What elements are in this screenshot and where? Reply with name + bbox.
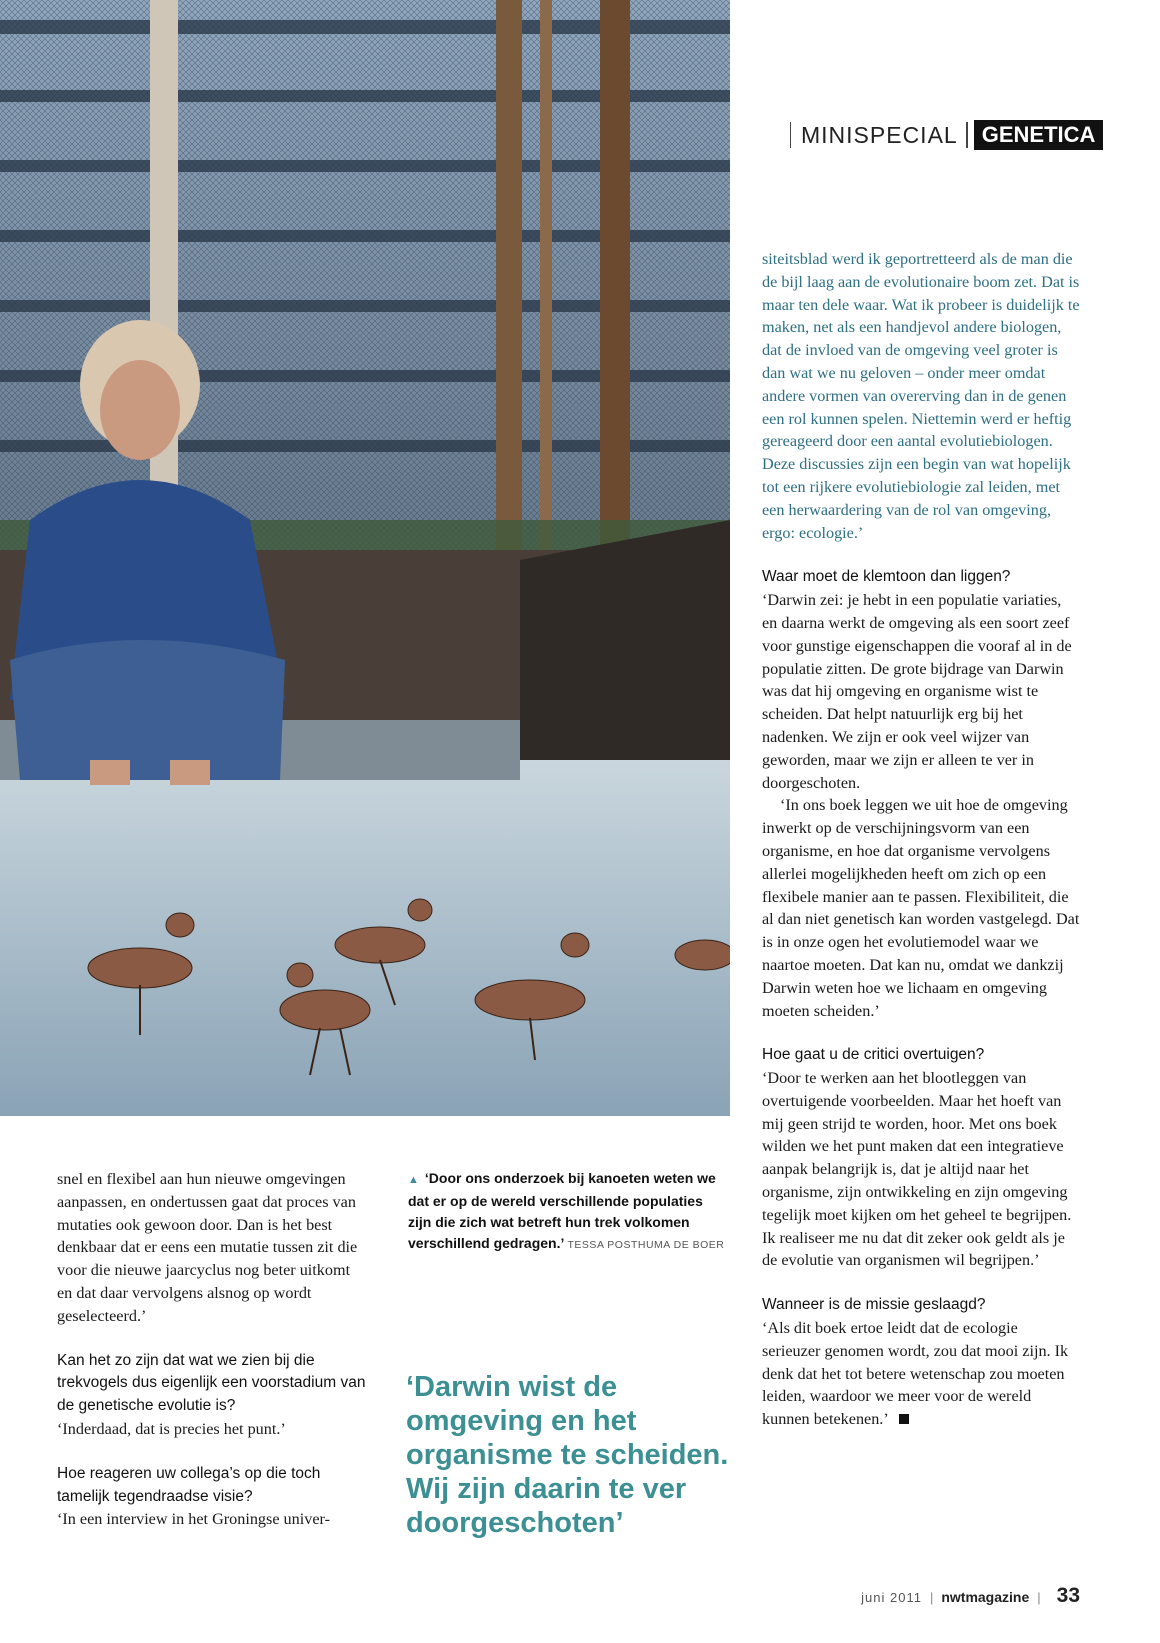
right-column bbox=[762, 248, 1080, 1431]
answer-text bbox=[762, 1317, 1080, 1431]
question-heading: Hoe reageren uw collega’s op die toch tamelijk tegendraadse visie? bbox=[57, 1464, 321, 1505]
question-heading: Wanneer is de missie geslaagd? bbox=[762, 1296, 986, 1314]
answer-text: ‘Inderdaad, dat is precies het punt.’ bbox=[57, 1419, 286, 1438]
final-answer: ‘Als dit boek ertoe leidt dat de ecologie serieuzer genomen wordt, zou dat mooi zijn. Ik denk dat het tot betere wetenschap zou moeten leiden, waardoor we meer voor de wereld kunnen betekenen.’ bbox=[762, 1319, 1069, 1429]
page-number: 33 bbox=[1056, 1584, 1080, 1607]
footer-separator: | bbox=[1037, 1590, 1041, 1605]
pull-quote: ‘Darwin wist de omgeving en het organisme te scheiden. Wij zijn daarin te ver doorgeschoten’ bbox=[406, 1371, 729, 1539]
caption-text: ‘Door ons onderzoek bij kanoeten weten we dat er op de wereld verschillende populaties zijn die zich wat betreft hun trek volkomen verschillend gedragen.’ bbox=[408, 1170, 716, 1251]
portrait-photo-icon bbox=[0, 0, 730, 1116]
section-label: MINISPECIAL bbox=[790, 122, 968, 148]
triangle-up-icon: ▲ bbox=[408, 1174, 419, 1186]
photo-caption bbox=[408, 1168, 728, 1256]
answer-text: ‘Door te werken aan het blootleggen van overtuigende voorbeelden. Maar het hoeft van mij geen strijd te worden, hoor. Met ons boek wilden we het punt maken dat een integratieve aanpak belangrijk is, dat je altijd naar het organisme, zijn ontwikkeling en zijn omgeving tegelijk moet kijken om het geheel te begrijpen. Ik realiseer me nu dat dit zeker ook geldt als je de evolutie van organismen wil begrijpen.’ bbox=[762, 1069, 1072, 1270]
question-heading: Waar moet de klemtoon dan liggen? bbox=[762, 568, 1011, 586]
issue-date: juni 2011 bbox=[861, 1590, 922, 1605]
footer-separator: | bbox=[929, 1590, 934, 1605]
question-heading: Hoe gaat u de critici overtuigen? bbox=[762, 1046, 985, 1064]
left-paragraph: snel en flexibel aan hun nieuwe omgevingen aanpassen, en ondertussen gaat dat proces van mutaties ook gewoon door. Dan is het best denkbaar dat er eens een mutatie tussen zit die voor die nieuwe jaarcyclus nog beter uitkomt en dat daar vervolgens alsnog op wordt geselecteerd.’ bbox=[57, 1170, 358, 1325]
page-footer bbox=[861, 1584, 1080, 1608]
article-photo bbox=[0, 0, 730, 1116]
section-tag bbox=[790, 120, 1103, 150]
question-heading: Kan het zo zijn dat wat we zien bij die trekvogels dus eigenlijk een voorstadium van de genetische evolutie is? bbox=[57, 1351, 366, 1415]
answer-text: ‘In ons boek leggen we uit hoe de omgeving inwerkt op de verschijningsvorm van een organisme, en hoe dat organisme vervolgens allerlei mogelijkheden heeft om zich op een flexibele manier aan te passen. Flexibiliteit, die al dan niet genetisch kan worden vastgelegd. Dat is in onze ogen het evolutiemodel waar we naartoe moeten. Dat kan nu, omdat we dankzij Darwin weten hoe we lichaam en omgeving moeten scheiden.’ bbox=[762, 796, 1080, 1020]
end-mark-icon bbox=[899, 1414, 909, 1424]
photo-credit: TESSA POSTHUMA DE BOER bbox=[567, 1239, 725, 1251]
topic-label: GENETICA bbox=[974, 120, 1104, 150]
left-column bbox=[57, 1168, 367, 1531]
answer-text: ‘In een interview in het Groningse univer- bbox=[57, 1510, 330, 1529]
continued-text: siteitsblad werd ik geportretteerd als de man die de bijl laag aan de evolutionaire boom zet. Dat is maar ten dele waar. Wat ik probeer is duidelijk te maken, net als een handjevol andere biologen, dat de invloed van de omgeving veel groter is dan wat we nu geloven – onder meer omdat andere vormen van overerving dan in de genen een rol kunnen spelen. Niettemin werd er heftig gereageerd door een aantal evolutiebiologen. Deze discussies zijn een begin van wat hopelijk tot een rijkere evolutiebiologie zal leiden, met een herwaardering van de rol van omgeving, ergo: ecologie.’ bbox=[762, 250, 1080, 542]
magazine-name: nwtmagazine bbox=[941, 1589, 1030, 1605]
right-paragraph bbox=[762, 248, 1080, 544]
answer-text: ‘Darwin zei: je hebt in een populatie variaties, en daarna werkt de omgeving als een soort zeef voor gunstige eigenschappen die vooraf al in de populatie zitten. De grote bijdrage van Darwin was dat hij omgeving en organisme wist te scheiden. Dat helpt natuurlijk erg bij het nadenken. We zijn er ook veel wijzer van geworden, maar we zijn er alleen te ver in doorgeschoten. bbox=[762, 591, 1072, 792]
